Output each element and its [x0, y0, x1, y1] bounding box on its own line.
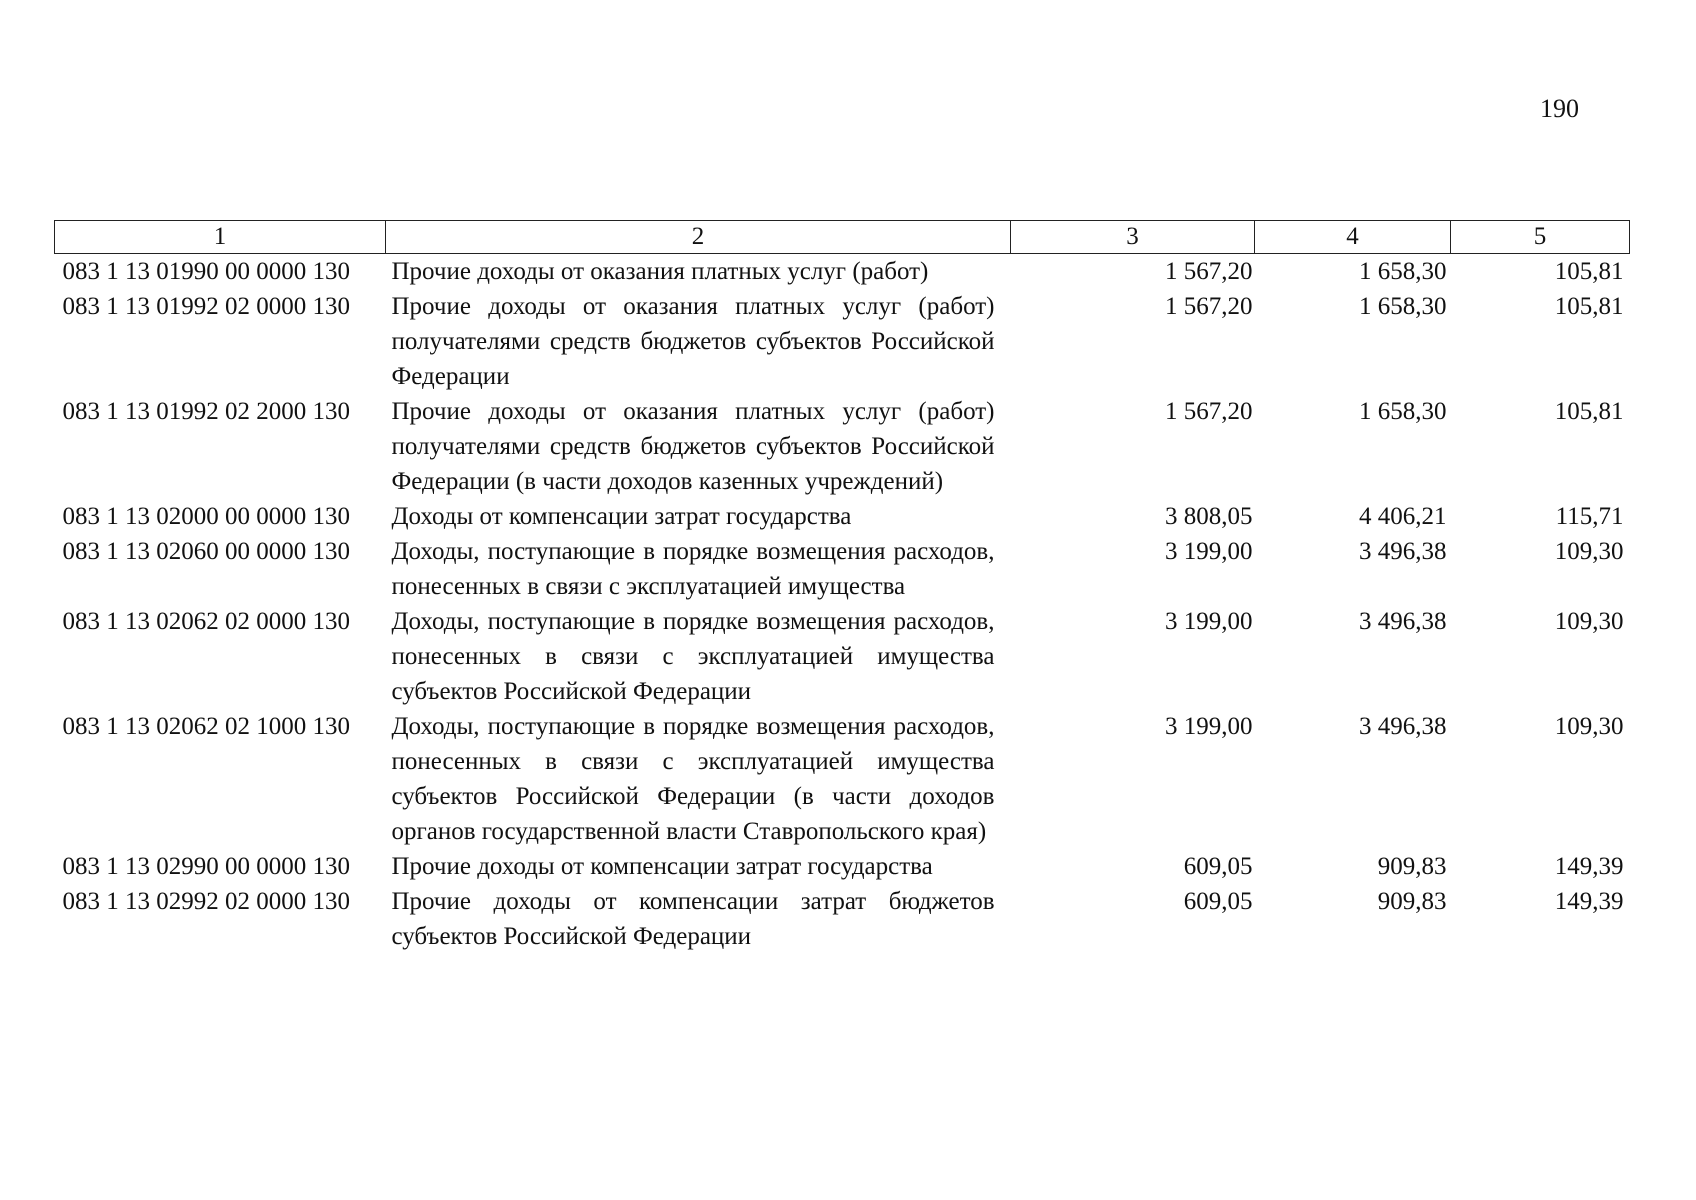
- table-row: [55, 254, 1630, 290]
- row-code: 083 1 13 01990 00 0000 130: [62, 258, 350, 285]
- row-name: Прочие доходы от компенсации затрат государства: [391, 853, 933, 880]
- row-value-col4: 1 658,30: [1359, 258, 1447, 285]
- row-value-col4: 1 658,30: [1359, 293, 1447, 320]
- header-row: [55, 221, 1630, 254]
- table-row: [55, 289, 1630, 394]
- row-name: Доходы, поступающие в порядке возмещения расходов, понесенных в связи с эксплуатацией имущества субъектов Российской Федерации: [391, 608, 995, 705]
- revenue-table: [54, 220, 1630, 954]
- table-body: [55, 254, 1630, 955]
- row-code: 083 1 13 02990 00 0000 130: [62, 853, 350, 880]
- row-value-col5: 105,81: [1554, 398, 1624, 425]
- row-value-col5: 109,30: [1554, 608, 1624, 635]
- row-value-col5: 149,39: [1554, 853, 1624, 880]
- row-value-col5: 115,71: [1555, 503, 1624, 530]
- row-value-col3: 609,05: [1183, 853, 1253, 880]
- table-row: [55, 709, 1630, 849]
- row-name: Доходы от компенсации затрат государства: [391, 503, 852, 530]
- table-row: [55, 604, 1630, 709]
- row-code: 083 1 13 02062 02 1000 130: [62, 713, 350, 740]
- row-value-col5: 149,39: [1554, 888, 1624, 915]
- table-row: [55, 884, 1630, 954]
- row-code: 083 1 13 02000 00 0000 130: [62, 503, 350, 530]
- row-name: Прочие доходы от оказания платных услуг (работ) получателями средств бюджетов субъектов Российской Федерации (в части доходов казенных учреждений): [391, 398, 995, 495]
- row-value-col4: 1 658,30: [1359, 398, 1447, 425]
- table-row: [55, 534, 1630, 604]
- row-value-col5: 109,30: [1554, 713, 1624, 740]
- header-col-4: 4: [1255, 221, 1451, 254]
- row-value-col4: 909,83: [1377, 853, 1447, 880]
- table-header: [55, 221, 1630, 254]
- header-col-5: 5: [1451, 221, 1630, 254]
- row-code: 083 1 13 02992 02 0000 130: [62, 888, 350, 915]
- row-value-col4: 4 406,21: [1359, 503, 1447, 530]
- row-value-col5: 105,81: [1554, 293, 1624, 320]
- table-row: [55, 499, 1630, 534]
- row-code: 083 1 13 01992 02 0000 130: [62, 293, 350, 320]
- header-col-1: 1: [55, 221, 386, 254]
- row-value-col3: 1 567,20: [1165, 398, 1253, 425]
- row-value-col4: 3 496,38: [1359, 608, 1447, 635]
- row-name: Прочие доходы от компенсации затрат бюджетов субъектов Российской Федерации: [391, 888, 995, 950]
- row-value-col5: 105,81: [1554, 258, 1624, 285]
- row-value-col4: 909,83: [1377, 888, 1447, 915]
- row-value-col3: 609,05: [1183, 888, 1253, 915]
- table-row: [55, 394, 1630, 499]
- row-value-col4: 3 496,38: [1359, 538, 1447, 565]
- row-value-col4: 3 496,38: [1359, 713, 1447, 740]
- row-value-col3: 1 567,20: [1165, 258, 1253, 285]
- row-name: Прочие доходы от оказания платных услуг (работ) получателями средств бюджетов субъектов Российской Федерации: [391, 293, 995, 390]
- row-value-col3: 3 199,00: [1165, 608, 1253, 635]
- page-number: 190: [1540, 94, 1579, 123]
- revenue-table-container: [54, 220, 1629, 954]
- header-col-2: 2: [386, 221, 1011, 254]
- table-row: [55, 849, 1630, 884]
- row-name: Доходы, поступающие в порядке возмещения расходов, понесенных в связи с эксплуатацией имущества субъектов Российской Федерации (в части доходов органов государственной власти Ставропольского края): [391, 713, 995, 845]
- row-value-col5: 109,30: [1554, 538, 1624, 565]
- row-name: Прочие доходы от оказания платных услуг (работ): [391, 258, 929, 285]
- row-code: 083 1 13 02060 00 0000 130: [62, 538, 350, 565]
- row-value-col3: 1 567,20: [1165, 293, 1253, 320]
- row-name: Доходы, поступающие в порядке возмещения расходов, понесенных в связи с эксплуатацией имущества: [391, 538, 995, 600]
- row-code: 083 1 13 01992 02 2000 130: [62, 398, 350, 425]
- row-value-col3: 3 808,05: [1165, 503, 1253, 530]
- row-value-col3: 3 199,00: [1165, 538, 1253, 565]
- header-col-3: 3: [1011, 221, 1255, 254]
- row-code: 083 1 13 02062 02 0000 130: [62, 608, 350, 635]
- row-value-col3: 3 199,00: [1165, 713, 1253, 740]
